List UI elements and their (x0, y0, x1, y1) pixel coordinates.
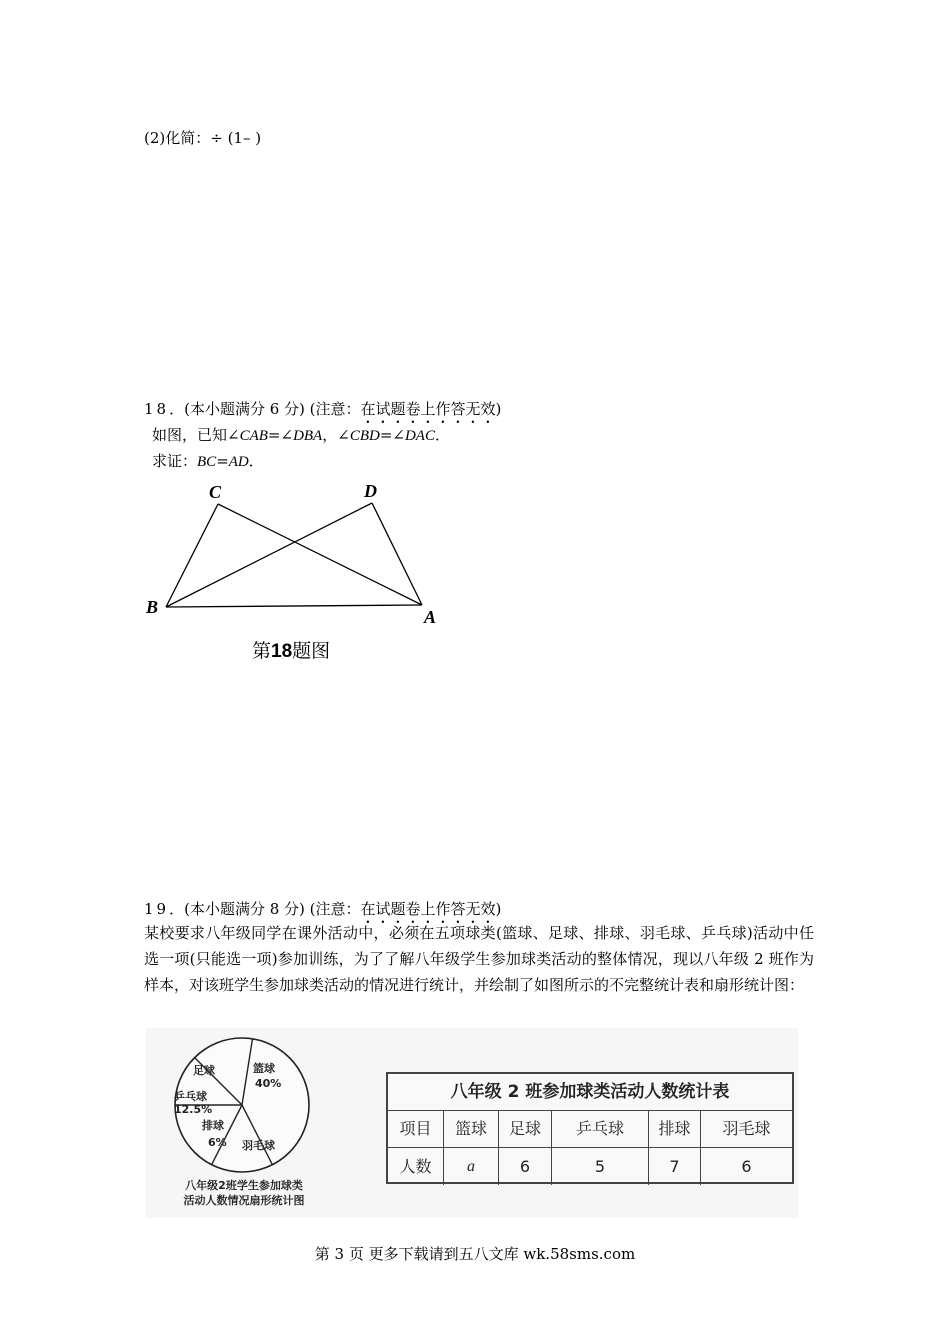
q18-prove-eq: = (216, 452, 229, 470)
q18-given-eq1: =∠ (267, 426, 294, 444)
q18-caption-suffix: 题图 (292, 641, 331, 662)
q19-body: 某校要求八年级同学在课外活动中，必须在五项球类(篮球、足球、排球、羽毛球、乒乓球)活动中任选一项(只能选一项)参加训练，为了了解八年级学生参加球类活动的整体情况，现以八年级 2 班作为样本，对该班学生参加球类活动的情况进行统计，并绘制了如图所示的不完整统计表和扇形统计图： (144, 924, 814, 994)
point-b-label: B (146, 597, 159, 617)
angle-cbd: CBD (349, 428, 380, 444)
table-header-cell: 项目 (388, 1110, 444, 1147)
q19-number: 19 (144, 900, 170, 918)
q18-given-end: ． (434, 426, 450, 444)
q18-header-suffix: ) (495, 400, 502, 418)
table-cell: 6 (741, 1157, 752, 1176)
pie-caption (150, 1178, 338, 1208)
pie-caption-line1: 八年级2班学生参加球类 (185, 1179, 303, 1192)
segment-db-line (166, 503, 372, 607)
pie-label-football: 足球 (193, 1064, 215, 1077)
point-c-label: C (209, 482, 222, 502)
point-d-label: D (364, 481, 377, 501)
pie-chart (150, 1030, 340, 1180)
q18-caption-number: 18 (271, 641, 293, 662)
q18-caption-prefix: 第 (252, 641, 272, 662)
page-footer: 第 3 页 更多下载请到五八文库 wk.58sms.com (314, 1245, 636, 1263)
segment-ad: AD (228, 454, 249, 470)
stats-table-title: 八年级 2 班参加球类活动人数统计表 (388, 1074, 792, 1111)
table-cell: 6 (499, 1148, 552, 1185)
table-header-row (388, 1110, 792, 1148)
table-header-cell: 篮球 (444, 1110, 499, 1147)
q18-given-sep: ，∠ (322, 426, 350, 444)
table-header-cell: 羽毛球 (722, 1119, 771, 1138)
q18-header-prefix: ．(本小题满分 6 分) (注意： (169, 400, 361, 418)
segment-bc: BC (197, 454, 217, 470)
q18-figure-caption (252, 636, 330, 663)
angle-dba: DBA (293, 428, 323, 444)
pie-label-basketball: 篮球 (253, 1062, 275, 1075)
table-cell: 7 (649, 1148, 701, 1185)
table-row (388, 1148, 792, 1185)
pie-label-basketball-percent: 40% (255, 1077, 282, 1090)
q18-given-prefix: 如图，已知∠ (152, 426, 240, 444)
point-a-label: A (424, 607, 437, 627)
segment-cb-line (166, 504, 218, 607)
pie-label-volleyball: 排球 (202, 1119, 224, 1132)
pie-label-volleyball-percent: 6% (208, 1136, 227, 1149)
q18-given-eq2: =∠ (379, 426, 405, 444)
q19-header-prefix: ．(本小题满分 8 分) (注意： (169, 900, 361, 918)
q18-prove-end: ． (248, 452, 264, 470)
pie-label-badminton: 羽毛球 (242, 1139, 275, 1152)
table-header-cell: 足球 (499, 1110, 552, 1147)
table-cell: a (444, 1148, 499, 1185)
table-cell: 5 (552, 1148, 649, 1185)
table-header-cell: 排球 (649, 1110, 701, 1147)
q18-header-emphasis: 在试题卷上作答无效 (360, 400, 496, 418)
pie-caption-line2: 活动人数情况扇形统计图 (183, 1194, 305, 1207)
table-header-cell: 乒乓球 (552, 1110, 649, 1147)
stats-table (386, 1072, 794, 1184)
segment-ca-line (218, 504, 422, 605)
q19-header-suffix: ) (495, 900, 502, 918)
angle-cab: CAB (239, 428, 268, 444)
q18-number: 18 (144, 400, 170, 418)
segment-da-line (372, 503, 422, 605)
q19-header-emphasis: 在试题卷上作答无效 (360, 900, 496, 918)
q17-part2: (2)化简：÷ (1– ) (144, 129, 262, 147)
q18-prove-prefix: 求证： (152, 452, 198, 470)
table-cell: 人数 (388, 1148, 444, 1185)
segment-ba-line (166, 605, 422, 607)
pie-label-pingpong-percent: 12.5% (174, 1103, 213, 1116)
pie-label-pingpong: 乒乓球 (174, 1090, 207, 1103)
angle-dac: DAC (404, 428, 435, 444)
